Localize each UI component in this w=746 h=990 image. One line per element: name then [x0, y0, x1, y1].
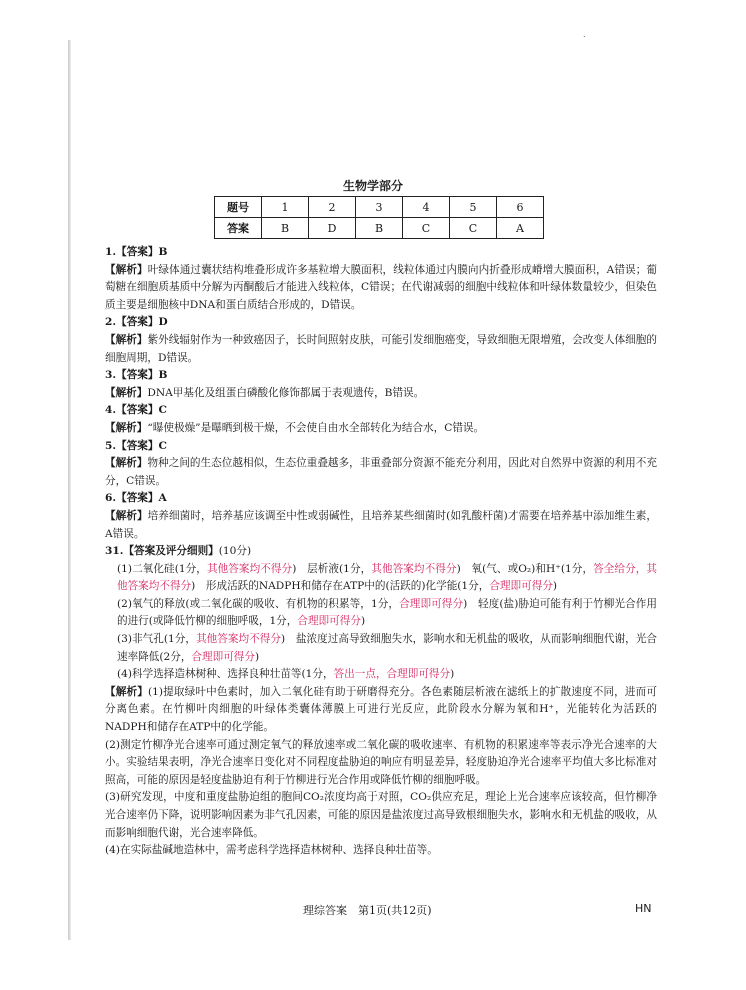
scoring-note: 合理即可得分 — [297, 615, 361, 628]
table-row-answers — [215, 218, 544, 239]
answer-line: 3.【答案】B — [105, 369, 168, 382]
table-cell: 5 — [450, 197, 497, 218]
scoring-note: 其他答案均不得分 — [196, 633, 282, 646]
page-number: 理综答案 第1页(共12页) — [303, 904, 432, 917]
scoring-note: 答出一点，合理即可得分 — [333, 668, 451, 681]
analysis-paragraph: 【解析】“曝使极燥”是曝晒到极干燥，不会使自由水全部转化为结合水，C错误。 — [105, 421, 485, 434]
scoring-note: 其他答案均不得分 — [206, 562, 293, 575]
analysis-paragraph: 【解析】物种之间的生态位越相似，生态位重叠越多，非重叠部分资源不能充分利用，因此对自然界中资源的利用不充分，C错误。 — [105, 457, 658, 487]
answer-text: ) 盐浓度过高导致细胞失水，影响水和无机盐的吸收，从而影响细胞代谢，光合速率降低(2分， — [117, 633, 657, 663]
analysis-paragraph: 【解析】叶绿体通过囊状结构堆叠形成许多基粒增大膜面积，线粒体通过内膜向内折叠形成嵴增大膜面积，A错误；葡萄糖在细胞质基质中分解为丙酮酸后才能进入线粒体，C错误；在代谢减弱的细胞中线粒体和叶绿体数量较少，但染色质主要是细胞核中DNA和蛋白质结合形成的，D错误。 — [105, 263, 657, 311]
region-code: HN — [635, 902, 652, 915]
table-cell: 1 — [262, 197, 309, 218]
section-title: 生物学部分 — [342, 179, 403, 193]
answer-text: ) — [360, 615, 366, 628]
scoring-paragraph — [105, 596, 657, 631]
analysis-paragraph: (4)在实际盐碱地造林中，需考虑科学选择造林树种、选择良种壮苗等。 — [105, 844, 438, 857]
table-cell: 2 — [309, 197, 356, 218]
answer-text: (4)科学选择造林树种、选择良种壮苗等(1分， — [117, 668, 334, 681]
answer-line: 5.【答案】C — [105, 439, 167, 452]
answer-text: (2)氧气的释放(或二氧化碳的吸收、有机物的积累等，1分， — [117, 597, 400, 610]
answer-text: (3)非气孔(1分， — [117, 633, 197, 646]
scoring-note: 合理即可得分 — [489, 580, 553, 593]
answer-body — [105, 244, 657, 860]
analysis-paragraph: 【解析】培养细菌时，培养基应该调至中性或弱碱性，且培养某些细菌时(如乳酸杆菌)才需要在培养基中添加维生素，A错误。 — [105, 509, 657, 540]
answer-line: 1.【答案】B — [105, 246, 168, 258]
analysis-paragraph: (2)测定竹柳净光合速率可通过测定氧气的释放速率或二氧化碳的吸收速率、有机物的积累速率等表示净光合速率的大小。实验结果表明，净光合速率日变化对不同程度盐胁迫的响应有明显差异，轻度胁迫净光合速率平均值大多比标准对照高，可能的原因是轻度盐胁迫有利于竹柳进行光合作用或降低竹柳的细胞呼吸。 — [105, 738, 657, 786]
answer-text: ) — [255, 650, 260, 663]
answer-line: 4.【答案】C — [105, 404, 167, 417]
scoring-note: 合理即可得分 — [191, 650, 255, 663]
scoring-paragraph — [105, 631, 657, 666]
answer-text: ) 层析液(1分， — [292, 562, 372, 575]
scoring-paragraph — [105, 561, 657, 596]
table-cell: 4 — [403, 197, 450, 218]
table-cell: D — [309, 218, 356, 239]
table-row-numbers — [215, 197, 544, 218]
scoring-paragraph — [105, 666, 657, 684]
analysis-paragraph: (3)研究发现，中度和重度盐胁迫组的胞间CO₂浓度均高于对照，CO₂供应充足，理论上光合速率应该较高，但竹柳净光合速率仍下降，说明影响因素为非气孔因素，可能的原因是盐浓度过高导致根细胞失水，影响水和无机盐的吸收，从而影响细胞代谢，光合速率降低。 — [105, 791, 657, 839]
answer-text: ) 氧(气、或O₂)和H⁺(1分， — [456, 562, 594, 575]
answer-line-31: 31.【答案及评分细则】(10分) — [105, 545, 252, 558]
answer-line: 6.【答案】A — [105, 492, 167, 505]
corner-mark: . — [583, 30, 586, 39]
answer-table — [214, 196, 544, 239]
answer-text: (1)二氧化硅(1分， — [117, 562, 207, 575]
analysis-paragraph: 【解析】DNA甲基化及组蛋白磷酸化修饰都属于表观遗传，B错误。 — [105, 386, 425, 399]
table-cell: A — [497, 218, 544, 239]
table-cell: B — [262, 218, 309, 239]
scoring-note: 合理即可得分 — [399, 597, 464, 610]
table-cell: 6 — [497, 197, 544, 218]
row-label: 答案 — [215, 218, 262, 239]
answer-line: 2.【答案】D — [105, 316, 168, 329]
answer-text: ) 形成活跃的NADPH和储存在ATP中的(活跃的)化学能(1分， — [191, 580, 490, 593]
scoring-note: 答全给分，其他答案均不得分 — [117, 562, 657, 593]
answer-text: ) 轻度(盐)胁迫可能有利于竹柳光合作用的进行(或降低竹柳的细胞呼吸，1分， — [117, 597, 658, 628]
table-cell: B — [356, 218, 403, 239]
answer-text: ) — [450, 668, 455, 681]
table-cell: C — [450, 218, 497, 239]
table-cell: C — [403, 218, 450, 239]
row-label: 题号 — [215, 197, 262, 218]
scoring-note: 其他答案均不得分 — [371, 562, 457, 575]
analysis-paragraph: 【解析】(1)提取绿叶中色素时，加入二氧化硅有助于研磨得充分。各色素随层析液在滤纸上的扩散速度不同，进而可分离色素。在竹柳叶肉细胞的叶绿体类囊体薄膜上可进行光反应，此阶段水分解为氧和H⁺，光能转化为活跃的NADPH和储存在ATP中的化学能。 — [105, 685, 657, 734]
analysis-paragraph: 【解析】紫外线辐射作为一种致癌因子，长时间照射皮肤，可能引发细胞癌变，导致细胞无限增殖，会改变人体细胞的细胞周期，D错误。 — [105, 333, 658, 364]
table-cell: 3 — [356, 197, 403, 218]
answer-text: ) — [552, 580, 558, 593]
